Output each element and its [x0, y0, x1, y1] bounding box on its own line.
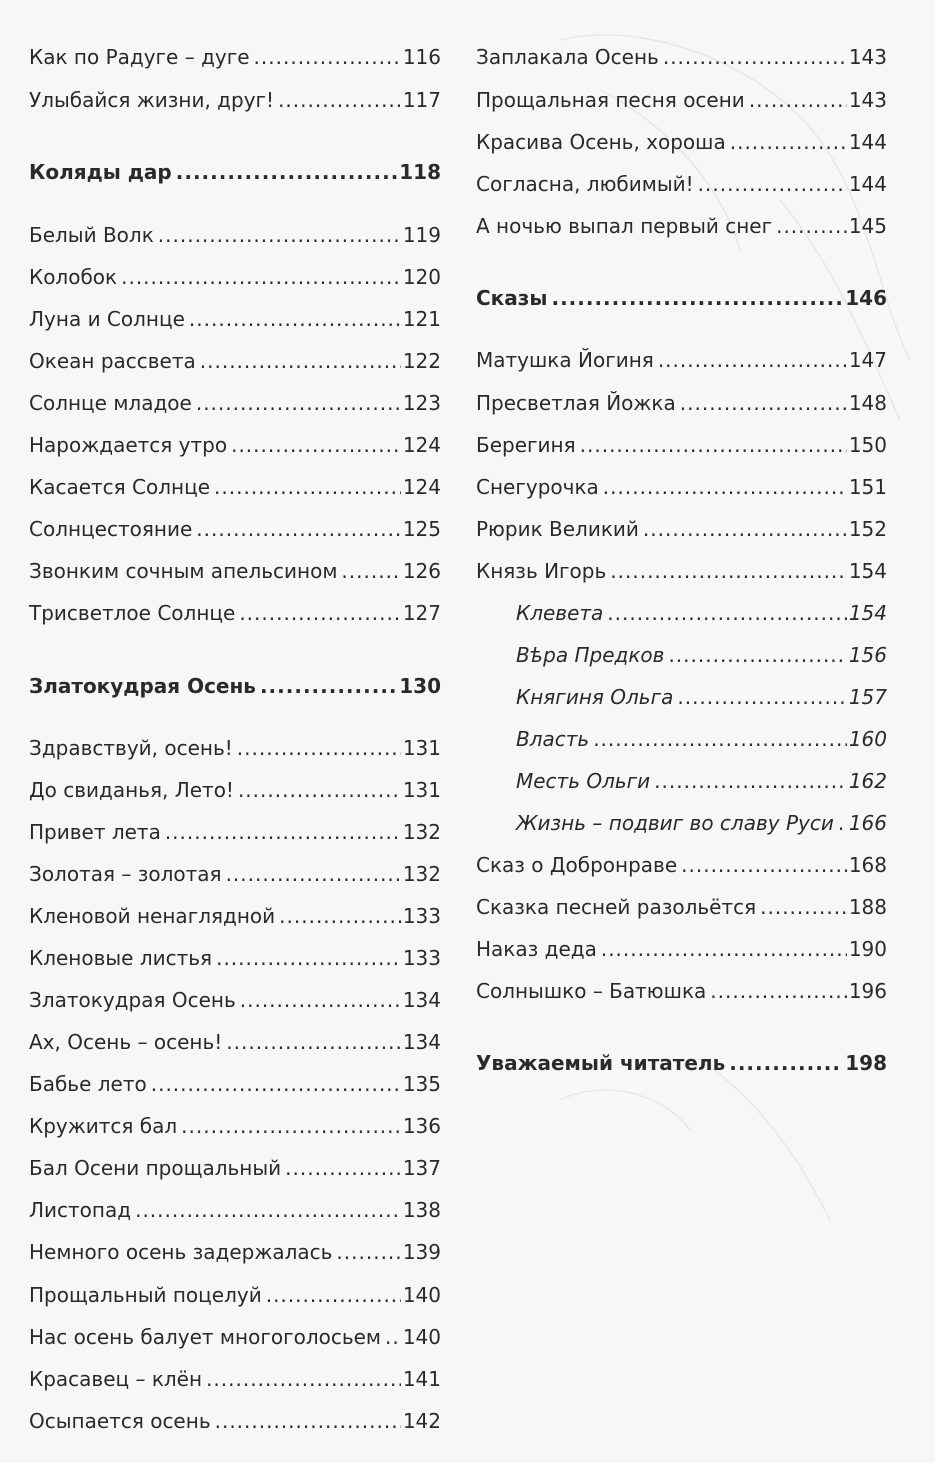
dot-leader: [776, 212, 847, 240]
dot-leader: [121, 263, 401, 291]
toc-entry-page: 133: [402, 904, 441, 928]
toc-entry-title: Кленовой ненаглядной: [29, 904, 276, 928]
toc-entry-page: 146: [845, 286, 887, 310]
dot-leader: [710, 977, 847, 1005]
toc-entry-title: Снегурочка: [476, 475, 599, 499]
toc-entry-title: Касается Солнце: [29, 475, 211, 499]
toc-entry: [29, 43, 441, 71]
toc-entry: [29, 1407, 441, 1435]
dot-leader: [206, 1365, 401, 1393]
toc-entry-page: 190: [848, 937, 887, 961]
toc-entry: [29, 1154, 441, 1182]
toc-entry-title: Колобок: [29, 265, 118, 289]
dot-leader: [200, 347, 401, 375]
toc-entry-page: 168: [848, 853, 887, 877]
dot-leader: [279, 902, 401, 930]
toc-entry: [516, 641, 887, 669]
toc-entry-page: 121: [402, 307, 441, 331]
toc-entry: [29, 473, 441, 501]
toc-entry-page: 127: [402, 601, 441, 625]
toc-entry-title: Уважаемый читатель: [476, 1051, 726, 1075]
toc-entry: [476, 851, 887, 879]
toc-entry-title: Улыбайся жизни, друг!: [29, 88, 275, 112]
toc-entry-page: 117: [402, 88, 441, 112]
dot-leader: [215, 1407, 401, 1435]
toc-entry: [476, 557, 887, 585]
toc-entry: [29, 734, 441, 762]
toc-entry-title: Золотая – золотая: [29, 862, 222, 886]
toc-entry: [29, 1281, 441, 1309]
toc-entry: [476, 473, 887, 501]
toc-entry-title: Жизнь – подвиг во славу Руси: [516, 811, 834, 835]
toc-entry: [476, 170, 887, 198]
toc-entry-title: Бал Осени прощальный: [29, 1156, 282, 1180]
toc-entry: [476, 977, 887, 1005]
toc-entry-title: Прощальная песня осени: [476, 88, 745, 112]
toc-entry-page: 124: [402, 475, 441, 499]
toc-entry-page: 145: [848, 214, 887, 238]
dot-leader: [336, 1238, 400, 1266]
toc-entry-title: Рюрик Великий: [476, 517, 639, 541]
toc-entry: [29, 944, 441, 972]
toc-entry-page: 151: [848, 475, 887, 499]
toc-entry-title: Красива Осень, хороша: [476, 130, 726, 154]
dot-leader: [681, 851, 847, 879]
toc-entry-page: 154: [848, 559, 887, 583]
toc-entry-page: 157: [848, 685, 887, 709]
toc-entry: [29, 158, 441, 186]
toc-entry-title: Клевета: [516, 601, 604, 625]
toc-entry-page: 139: [402, 1240, 441, 1264]
toc-entry: [29, 1112, 441, 1140]
dot-leader: [238, 776, 401, 804]
toc-entry-title: Солнце младое: [29, 391, 192, 415]
toc-entry-page: 140: [402, 1325, 441, 1349]
dot-leader: [151, 1070, 401, 1098]
dot-leader: [226, 1028, 401, 1056]
toc-entry-page: 144: [848, 172, 887, 196]
toc-entry-title: Здравствуй, осень!: [29, 736, 233, 760]
dot-leader: [551, 284, 843, 312]
toc-entry-page: 120: [402, 265, 441, 289]
toc-entry-page: 132: [402, 820, 441, 844]
toc-entry-page: 147: [848, 348, 887, 372]
toc-entry: [29, 902, 441, 930]
toc-entry-page: 126: [402, 559, 441, 583]
dot-leader: [260, 672, 397, 700]
dot-leader: [663, 43, 847, 71]
toc-entry: [29, 305, 441, 333]
toc-entry-title: Месть Ольги: [516, 769, 651, 793]
dot-leader: [254, 43, 401, 71]
toc-entry: [476, 893, 887, 921]
toc-entry: [29, 557, 441, 585]
dot-leader: [658, 346, 847, 374]
toc-entry-page: 150: [848, 433, 887, 457]
toc-entry: [516, 683, 887, 711]
toc-entry-page: 144: [848, 130, 887, 154]
toc-entry-page: 140: [402, 1283, 441, 1307]
dot-leader: [189, 305, 401, 333]
toc-entry-page: 131: [402, 736, 441, 760]
toc-entry-title: Князь Игорь: [476, 559, 607, 583]
toc-entry-title: Трисветлое Солнце: [29, 601, 236, 625]
toc-entry-title: А ночью выпал первый снег: [476, 214, 773, 238]
toc-entry-title: Заплакала Осень: [476, 45, 659, 69]
toc-entry-page: 188: [848, 895, 887, 919]
toc-entry: [476, 346, 887, 374]
dot-leader: [601, 935, 847, 963]
toc-entry: [516, 767, 887, 795]
toc-entry-page: 160: [848, 727, 887, 751]
dot-leader: [593, 725, 847, 753]
dot-leader: [698, 170, 847, 198]
toc-entry-page: 125: [402, 517, 441, 541]
toc-entry: [29, 1323, 441, 1351]
toc-entry-page: 132: [402, 862, 441, 886]
toc-entry: [476, 935, 887, 963]
dot-leader: [196, 515, 401, 543]
toc-entry-title: Берегиня: [476, 433, 576, 457]
toc-entry-page: 162: [848, 769, 887, 793]
dot-leader: [838, 809, 847, 837]
toc-entry-title: Красавец – клён: [29, 1367, 203, 1391]
toc-entry: [29, 860, 441, 888]
toc-entry-page: 148: [848, 391, 887, 415]
dot-leader: [135, 1196, 401, 1224]
toc-entry: [29, 86, 441, 114]
toc-entry-title: Коляды дар: [29, 160, 172, 184]
toc-entry-page: 166: [848, 811, 887, 835]
toc-entry-title: Немного осень задержалась: [29, 1240, 333, 1264]
toc-entry-page: 154: [848, 601, 887, 625]
dot-leader: [729, 1049, 843, 1077]
toc-entry: [476, 431, 887, 459]
dot-leader: [196, 389, 401, 417]
toc-entry: [476, 284, 887, 312]
dot-leader: [668, 641, 846, 669]
toc-entry-title: Солнцестояние: [29, 517, 193, 541]
toc-entry-title: Прощальный поцелуй: [29, 1283, 262, 1307]
toc-entry: [29, 1196, 441, 1224]
toc-entry-title: Вѣра Предков: [516, 643, 665, 667]
toc-entry: [29, 389, 441, 417]
dot-leader: [266, 1281, 401, 1309]
dot-leader: [749, 86, 847, 114]
toc-entry: [29, 672, 441, 700]
toc-entry-title: Златокудрая Осень: [29, 674, 256, 698]
dot-leader: [385, 1323, 401, 1351]
toc-entry-page: 122: [402, 349, 441, 373]
toc-entry: [476, 128, 887, 156]
toc-entry-title: Кружится бал: [29, 1114, 178, 1138]
toc-entry: [29, 1070, 441, 1098]
dot-leader: [580, 431, 847, 459]
toc-entry-page: 134: [402, 1030, 441, 1054]
toc-entry-page: 152: [848, 517, 887, 541]
toc-entry-title: Белый Волк: [29, 223, 154, 247]
toc-entry-title: Сказ о Добронраве: [476, 853, 678, 877]
toc-entry-page: 141: [402, 1367, 441, 1391]
toc-entry-page: 131: [402, 778, 441, 802]
dot-leader: [226, 860, 401, 888]
toc-entry: [29, 986, 441, 1014]
toc-entry-title: Согласна, любимый!: [476, 172, 694, 196]
dot-leader: [165, 818, 401, 846]
toc-entry-title: Сказы: [476, 286, 548, 310]
toc-entry-title: Нарождается утро: [29, 433, 228, 457]
toc-entry-title: Ах, Осень – осень!: [29, 1030, 223, 1054]
dot-leader: [730, 128, 847, 156]
dot-leader: [654, 767, 847, 795]
toc-entry-title: Златокудрая Осень: [29, 988, 236, 1012]
dot-leader: [237, 734, 401, 762]
toc-entry-page: 130: [399, 674, 441, 698]
toc-entry: [29, 515, 441, 543]
dot-leader: [181, 1112, 401, 1140]
toc-entry: [476, 1049, 887, 1077]
toc-entry-title: Привет лета: [29, 820, 161, 844]
dot-leader: [285, 1154, 401, 1182]
dot-leader: [603, 473, 847, 501]
toc-entry-title: До свиданья, Лето!: [29, 778, 234, 802]
toc-entry-title: Сказка песней разольётся: [476, 895, 757, 919]
toc-entry-page: 118: [399, 160, 441, 184]
toc-entry-title: Наказ деда: [476, 937, 597, 961]
toc-entry-title: Кленовые листья: [29, 946, 213, 970]
toc-entry-page: 137: [402, 1156, 441, 1180]
toc-entry: [476, 515, 887, 543]
toc-entry: [516, 725, 887, 753]
toc-entry-page: 143: [848, 45, 887, 69]
toc-entry: [29, 221, 441, 249]
dot-leader: [610, 557, 847, 585]
toc-entry: [29, 1028, 441, 1056]
toc-entry: [29, 818, 441, 846]
toc-entry-page: 198: [845, 1051, 887, 1075]
toc-entry: [476, 43, 887, 71]
toc-entry-title: Осыпается осень: [29, 1409, 211, 1433]
toc-entry: [29, 1238, 441, 1266]
dot-leader: [239, 599, 401, 627]
toc-entry-title: Солнышко – Батюшка: [476, 979, 707, 1003]
toc-entry-title: Бабье лето: [29, 1072, 147, 1096]
toc-entry-title: Луна и Солнце: [29, 307, 185, 331]
dot-leader: [216, 944, 401, 972]
toc-entry: [29, 431, 441, 459]
dot-leader: [158, 221, 401, 249]
toc-entry-title: Матушка Йогиня: [476, 348, 654, 372]
toc-entry: [476, 212, 887, 240]
toc-entry: [29, 776, 441, 804]
toc-entry-page: 138: [402, 1198, 441, 1222]
dot-leader: [278, 86, 401, 114]
toc-entry-page: 196: [848, 979, 887, 1003]
toc-entry-title: Нас осень балует многоголосьем: [29, 1325, 382, 1349]
toc-entry-title: Княгиня Ольга: [516, 685, 674, 709]
toc-entry: [516, 809, 887, 837]
toc-entry-page: 134: [402, 988, 441, 1012]
dot-leader: [341, 557, 400, 585]
dot-leader: [231, 431, 401, 459]
dot-leader: [214, 473, 401, 501]
toc-entry: [29, 263, 441, 291]
toc-entry-page: 156: [848, 643, 887, 667]
toc-entry: [516, 599, 887, 627]
toc-entry: [29, 347, 441, 375]
toc-entry-title: Как по Радуге – дуге: [29, 45, 250, 69]
dot-leader: [680, 389, 847, 417]
dot-leader: [677, 683, 846, 711]
toc-entry-page: 133: [402, 946, 441, 970]
toc-entry: [476, 86, 887, 114]
toc-entry: [29, 599, 441, 627]
toc-entry-title: Листопад: [29, 1198, 132, 1222]
toc-entry-page: 136: [402, 1114, 441, 1138]
toc-entry: [476, 389, 887, 417]
toc-entry-page: 123: [402, 391, 441, 415]
toc-entry-page: 142: [402, 1409, 441, 1433]
toc-entry-page: 135: [402, 1072, 441, 1096]
toc-entry-page: 124: [402, 433, 441, 457]
toc-entry-title: Власть: [516, 727, 590, 751]
toc-entry-title: Пресветлая Йожка: [476, 391, 676, 415]
dot-leader: [176, 158, 398, 186]
dot-leader: [240, 986, 401, 1014]
dot-leader: [607, 599, 847, 627]
toc-entry-page: 119: [402, 223, 441, 247]
toc-entry-page: 143: [848, 88, 887, 112]
toc-entry-page: 116: [402, 45, 441, 69]
toc-entry: [29, 1365, 441, 1393]
dot-leader: [643, 515, 847, 543]
dot-leader: [760, 893, 847, 921]
toc-entry-title: Океан рассвета: [29, 349, 196, 373]
toc-entry-title: Звонким сочным апельсином: [29, 559, 338, 583]
